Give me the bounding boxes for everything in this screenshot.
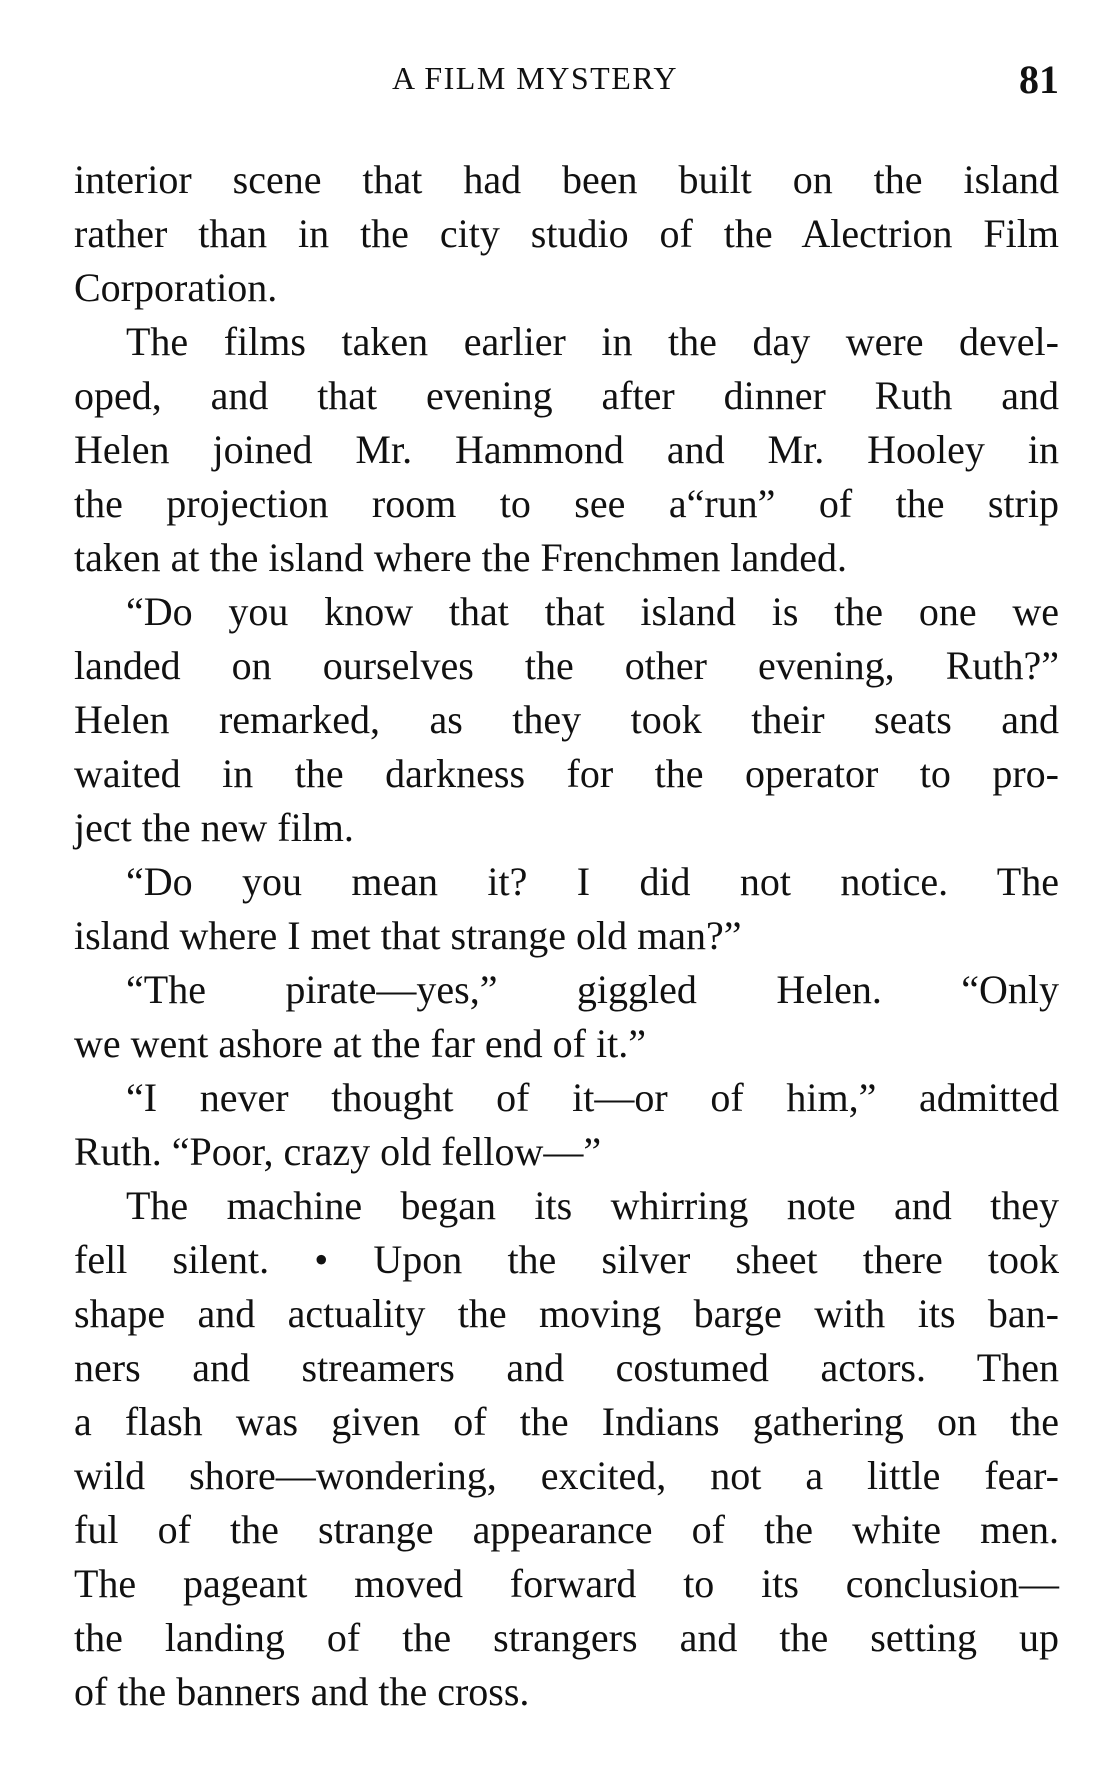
text-line: island where I met that strange old man?” bbox=[74, 913, 742, 958]
text-line: fell silent. • Upon the silver sheet there took bbox=[74, 1237, 1059, 1282]
running-header bbox=[74, 48, 1059, 118]
text-line: wild shore—wondering, excited, not a little fear- bbox=[74, 1453, 1059, 1498]
text-line: The pageant moved forward to its conclusion— bbox=[74, 1561, 1059, 1606]
page-number: 81 bbox=[1019, 57, 1059, 102]
text-line: a flash was given of the Indians gathering on the bbox=[74, 1399, 1059, 1444]
text-line: ject the new film. bbox=[74, 805, 354, 850]
text-line: waited in the darkness for the operator to pro- bbox=[74, 751, 1059, 796]
text-line: “I never thought of it—or of him,” admitted bbox=[126, 1075, 1059, 1120]
text-line: the landing of the strangers and the setting up bbox=[74, 1615, 1059, 1660]
text-line: Helen joined Mr. Hammond and Mr. Hooley in bbox=[74, 427, 1059, 472]
text-line: taken at the island where the Frenchmen landed. bbox=[74, 535, 848, 580]
text-line: The films taken earlier in the day were devel- bbox=[126, 319, 1059, 364]
text-line: ful of the strange appearance of the white men. bbox=[74, 1507, 1059, 1552]
text-line: Ruth. “Poor, crazy old fellow—” bbox=[74, 1129, 602, 1174]
text-line: the projection room to see a“run” of the strip bbox=[74, 481, 1059, 526]
text-line: of the banners and the cross. bbox=[74, 1669, 530, 1714]
text-line: Helen remarked, as they took their seats and bbox=[74, 697, 1059, 742]
text-line: Corporation. bbox=[74, 265, 278, 310]
running-title: A FILM MYSTERY bbox=[392, 60, 678, 96]
book-page bbox=[74, 48, 1059, 1714]
text-line: interior scene that had been built on the island bbox=[74, 157, 1059, 202]
text-line: ners and streamers and costumed actors. Then bbox=[74, 1345, 1059, 1390]
text-line: “The pirate—yes,” giggled Helen. “Only bbox=[126, 967, 1059, 1012]
text-line: The machine began its whirring note and they bbox=[126, 1183, 1059, 1228]
text-line: rather than in the city studio of the Alectrion Film bbox=[74, 211, 1059, 256]
body-text bbox=[74, 153, 1059, 1719]
text-line: we went ashore at the far end of it.” bbox=[74, 1021, 646, 1066]
text-line: shape and actuality the moving barge with its ban- bbox=[74, 1291, 1059, 1336]
text-line: “Do you know that that island is the one we bbox=[126, 589, 1059, 634]
text-line: “Do you mean it? I did not notice. The bbox=[126, 859, 1059, 904]
text-line: landed on ourselves the other evening, Ruth?” bbox=[74, 643, 1059, 688]
text-line: oped, and that evening after dinner Ruth and bbox=[74, 373, 1059, 418]
